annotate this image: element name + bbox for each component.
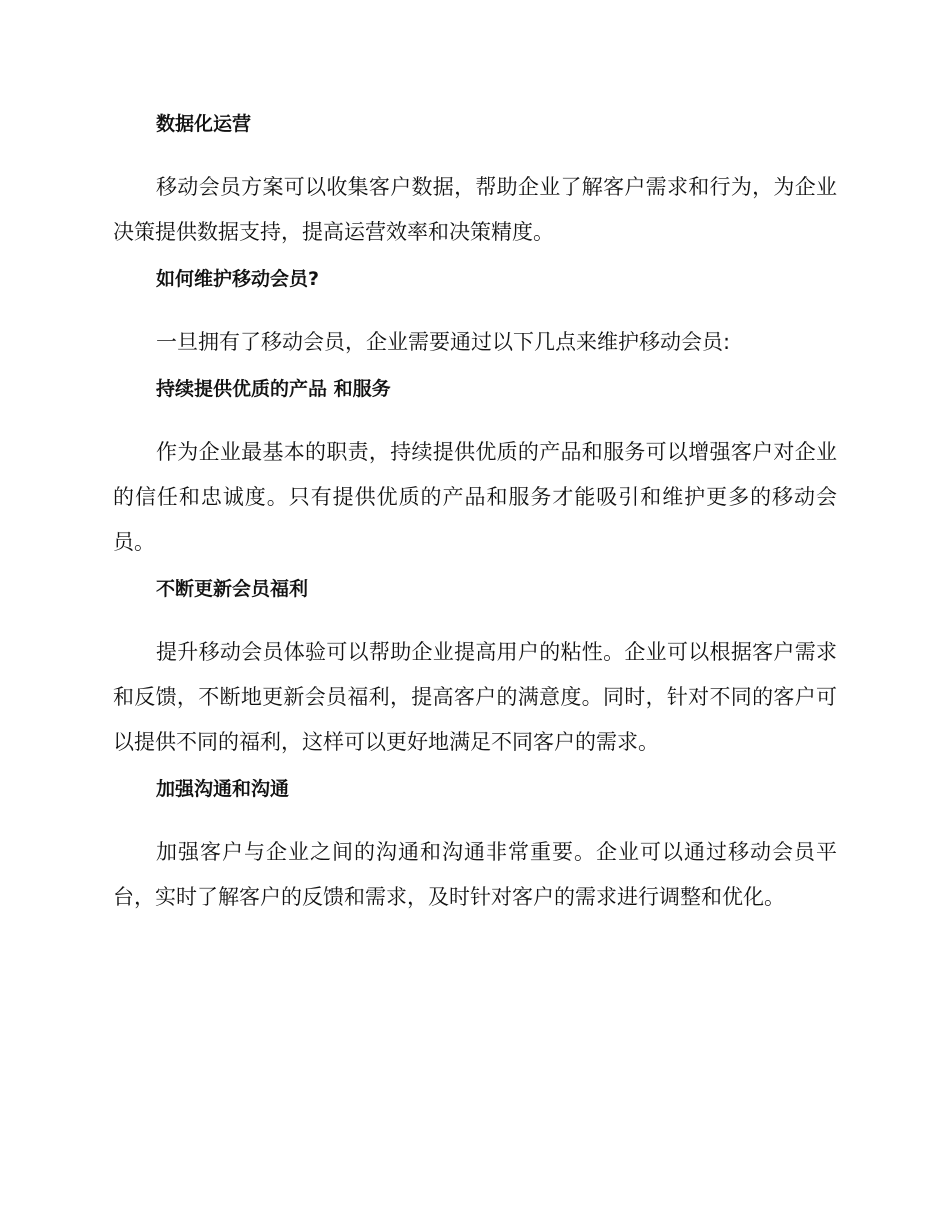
section-paragraph-communication: 加强客户与企业之间的沟通和沟通非常重要。企业可以通过移动会员平台，实时了解客户的反馈和需求，及时针对客户的需求进行调整和优化。 bbox=[113, 840, 837, 909]
section-heading-communication: 加强沟通和沟通 bbox=[156, 778, 290, 800]
section-paragraph-member-benefits: 提升移动会员体验可以帮助企业提高用户的粘性。企业可以根据客户需求和反馈，不断地更新会员福利，提高客户的满意度。同时，针对不同的客户可以提供不同的福利，这样可以更好地满足不同客户的需求。 bbox=[113, 640, 837, 754]
section-heading-maintain-members: 如何维护移动会员? bbox=[156, 268, 320, 290]
section-heading-data-operations: 数据化运营 bbox=[156, 113, 252, 135]
section-heading-quality-products: 持续提供优质的产品 和服务 bbox=[156, 378, 391, 400]
section-paragraph-maintain-members: 一旦拥有了移动会员，企业需要通过以下几点来维护移动会员: bbox=[156, 330, 731, 354]
section-heading-member-benefits: 不断更新会员福利 bbox=[156, 578, 309, 600]
section-paragraph-quality-products: 作为企业最基本的职责，持续提供优质的产品和服务可以增强客户对企业的信任和忠诚度。只有提供优质的产品和服务才能吸引和维护更多的移动会员。 bbox=[113, 440, 837, 554]
section-paragraph-data-operations: 移动会员方案可以收集客户数据，帮助企业了解客户需求和行为，为企业决策提供数据支持，提高运营效率和决策精度。 bbox=[113, 175, 837, 244]
